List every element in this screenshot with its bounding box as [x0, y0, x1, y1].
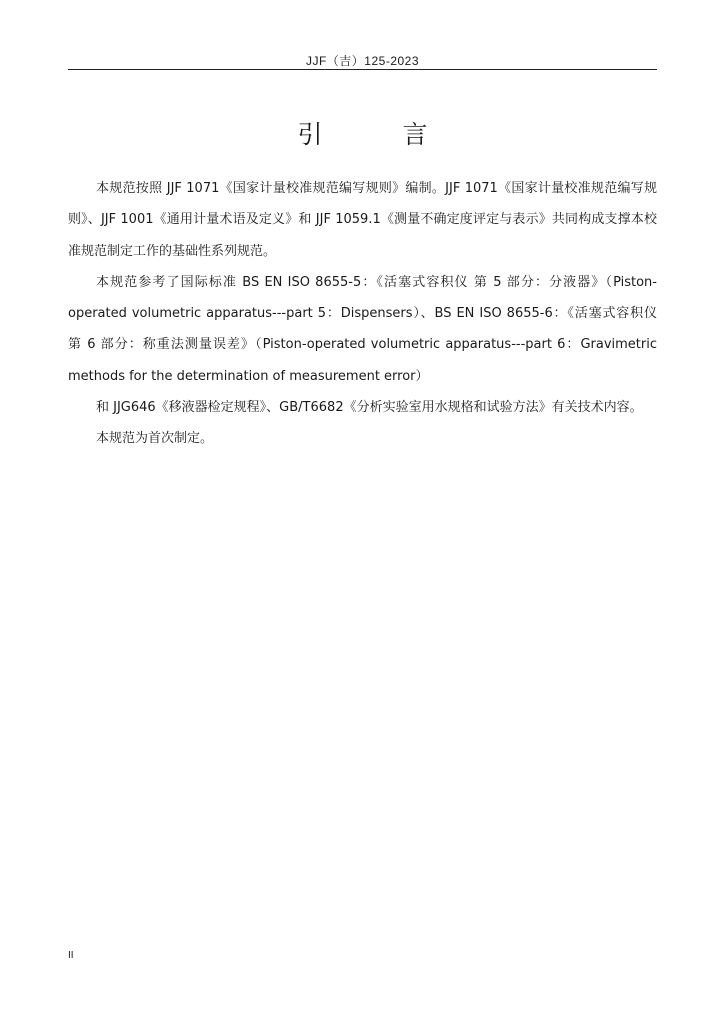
page-number: II [68, 950, 74, 961]
page-title: 引 言 [297, 120, 464, 149]
document-number-header: JJF（吉）125-2023 [305, 54, 420, 68]
body-text [68, 173, 657, 455]
paragraph-related-standards: 和 JJG646《移液器检定规程》、GB/T6682《分析实验室用水规格和试验方法》有关技术内容。 [96, 400, 643, 416]
header-divider [68, 69, 657, 70]
paragraph-basis: 本规范按照 JJF 1071《国家计量校准规范编写规则》编制。JJF 1071《国家计量校准规范编写规则》、JJF 1001《通用计量术语及定义》和 JJF 1059.1《测量不确定度评定与表示》共同构成支撑本校准规范制定工作的基础性系列规范。 [68, 181, 657, 259]
paragraph-first-edition: 本规范为首次制定。 [96, 431, 214, 447]
paragraph-references: 本规范参考了国际标准 BS EN ISO 8655-5：《活塞式容积仪 第 5 部分：分液器》（Piston-operated volumetric apparatus---part 5：Dispensers）、BS EN ISO 8655-6：《活塞式容积仪 第 6 部分：称重法测量误差》（Piston-operated volumetric apparatus---part 6：Gravimetric methods for the determination of measurement error） [68, 274, 657, 384]
